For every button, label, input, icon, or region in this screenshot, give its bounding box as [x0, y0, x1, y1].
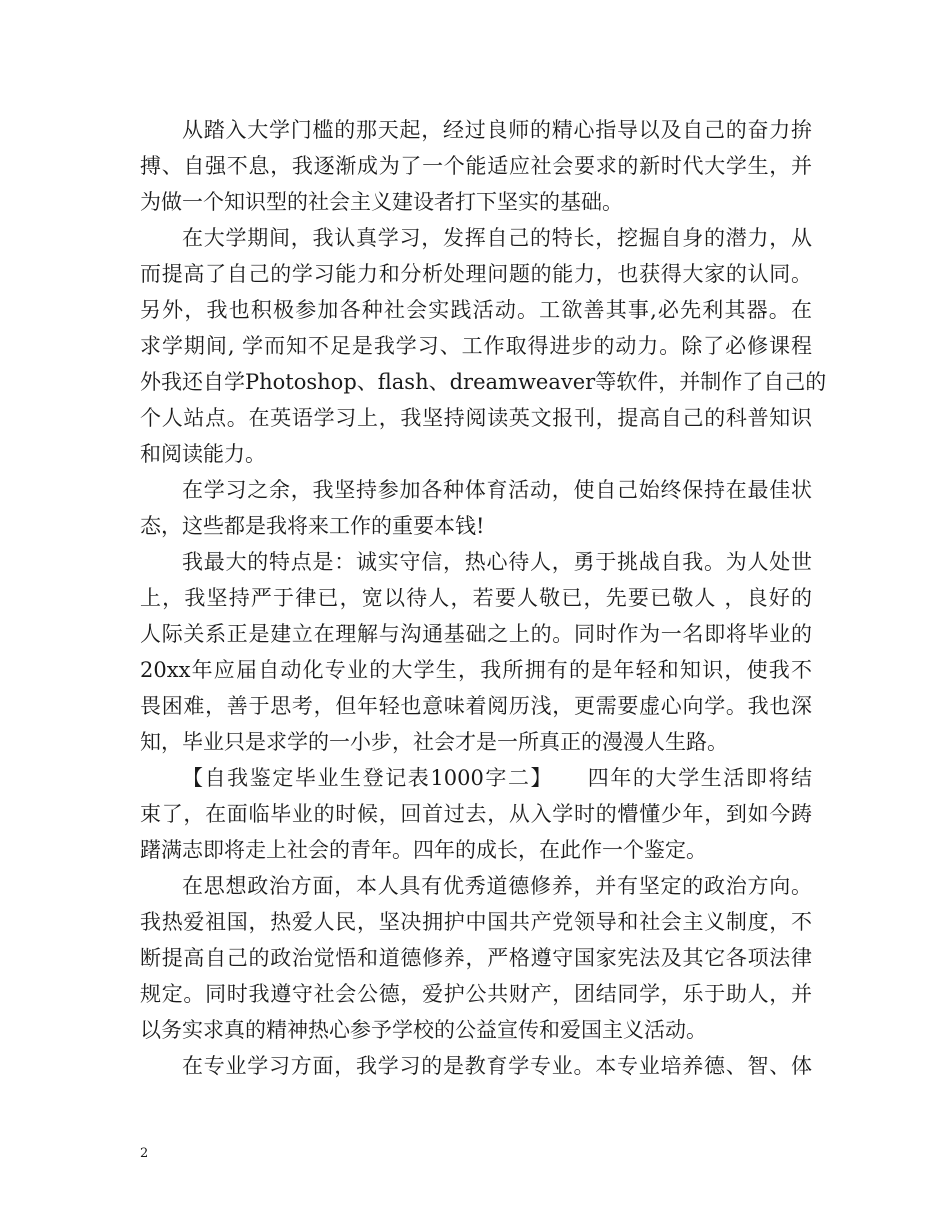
text-line: 上，我坚持严于律已，宽以待人，若要人敬已，先要已敬人 ，良好的: [140, 586, 812, 610]
page-number: 2: [140, 1146, 149, 1161]
text-line: 个人站点。在英语学习上，我坚持阅读英文报刊，提高自己的科普知识: [140, 406, 812, 430]
text-line: 外我还自学Photoshop、flash、dreamweaver等软件，并制作了自己的: [140, 370, 827, 394]
text-line: 和阅读能力。: [140, 442, 266, 466]
text-line: 知，毕业只是求学的一小步，社会才是一所真正的漫漫人生路。: [140, 730, 728, 754]
text-line: 人际关系正是建立在理解与沟通基础之上的。同时作为一名即将毕业的: [140, 622, 812, 646]
text-line: 求学期间, 学而知不足是我学习、工作取得进步的动力。除了必修课程: [140, 334, 812, 358]
text-line: 束了，在面临毕业的时候，回首过去，从入学时的懵懂少年，到如今踌: [140, 802, 812, 826]
text-line: 搏、自强不息，我逐渐成为了一个能适应社会要求的新时代大学生，并: [140, 154, 812, 178]
text-line: 在大学期间，我认真学习，发挥自己的特长，挖掘自身的潜力，从: [182, 226, 812, 250]
text-line: 态，这些都是我将来工作的重要本钱!: [140, 514, 485, 538]
text-line: 另外，我也积极参加各种社会实践活动。工欲善其事,必先利其器。在: [140, 298, 812, 322]
text-line: 从踏入大学门槛的那天起，经过良师的精心指导以及自己的奋力拚: [182, 118, 812, 142]
text-line: 在学习之余，我坚持参加各种体育活动，使自己始终保持在最佳状: [182, 478, 812, 502]
text-line: 而提高了自己的学习能力和分析处理问题的能力，也获得大家的认同。: [140, 262, 812, 286]
text-line: 在思想政治方面，本人具有优秀道德修养，并有坚定的政治方向。: [182, 874, 812, 898]
text-line: 畏困难，善于思考，但年轻也意味着阅历浅，更需要虚心向学。我也深: [140, 694, 812, 718]
text-line: 我最大的特点是：诚实守信，热心待人，勇于挑战自我。为人处世: [182, 550, 812, 574]
text-line: 20xx年应届自动化专业的大学生，我所拥有的是年轻和知识，使我不: [140, 658, 812, 682]
text-line: 断提高自己的政治觉悟和道德修养，严格遵守国家宪法及其它各项法律: [140, 946, 812, 970]
section-heading-line: 【自我鉴定毕业生登记表1000字二】 四年的大学生活即将结: [182, 766, 812, 790]
text-line: 以务实求真的精神热心参予学校的公益宣传和爱国主义活动。: [140, 1018, 707, 1042]
text-line: 在专业学习方面，我学习的是教育学专业。本专业培养德、智、体: [182, 1054, 812, 1078]
text-line: 规定。同时我遵守社会公德，爱护公共财产，团结同学，乐于助人，并: [140, 982, 812, 1006]
text-line: 躇满志即将走上社会的青年。四年的成长，在此作一个鉴定。: [140, 838, 707, 862]
text-line: 我热爱祖国，热爱人民，坚决拥护中国共产党领导和社会主义制度，不: [140, 910, 812, 934]
text-line: 为做一个知识型的社会主义建设者打下坚实的基础。: [140, 190, 623, 214]
